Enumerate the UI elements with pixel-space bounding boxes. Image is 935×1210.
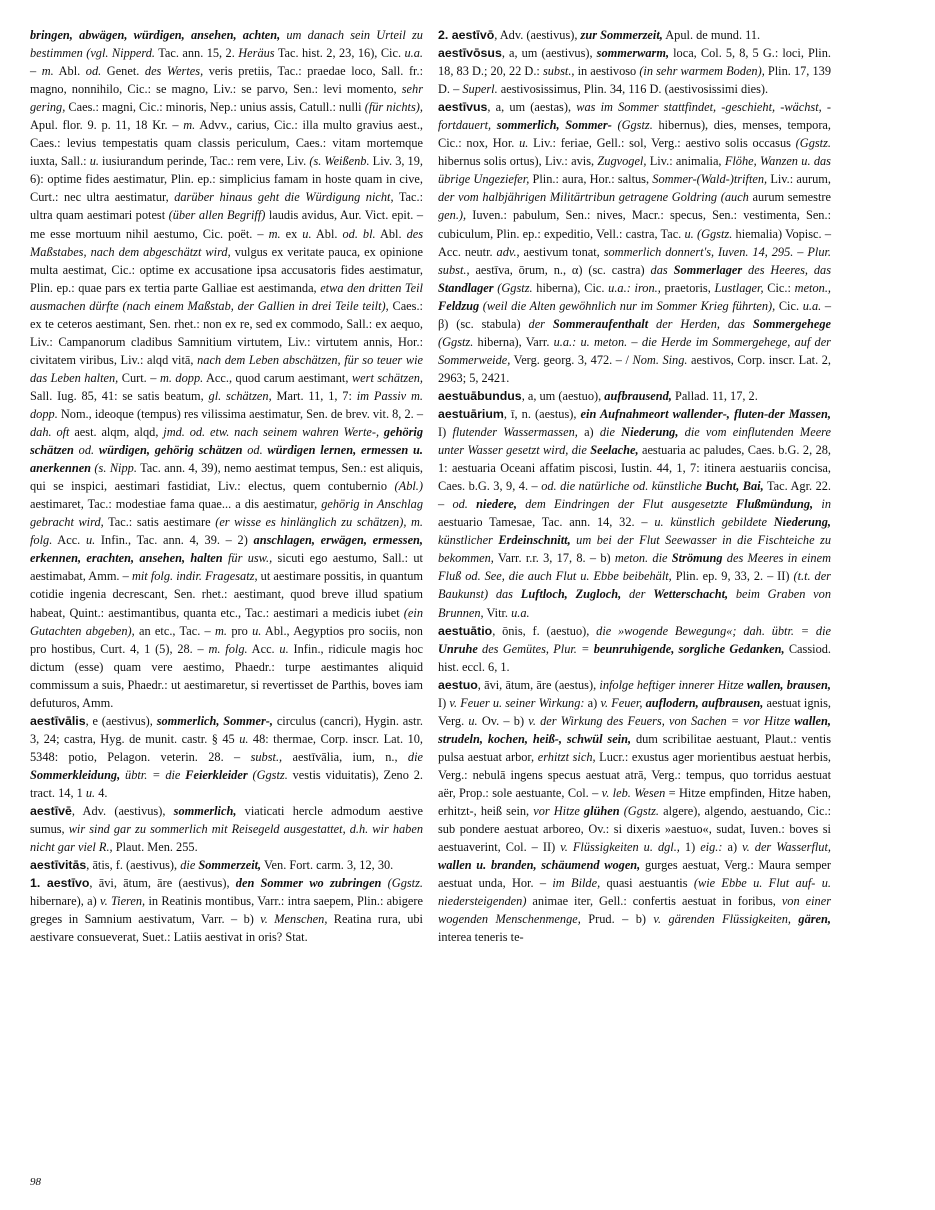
dictionary-entry-aestivitas: aestīvitās, ātis, f. (aestivus), die Sommerzeit, Ven. Fort. carm. 3, 12, 30. <box>30 858 394 873</box>
dictionary-entry-aestimo-continued: bringen, abwägen, würdigen, ansehen, achten, um danach sein Urteil zu bestimmen (vgl. Nipperd. Tac. ann. 15, 2. Heräus Tac. hist. 2, 23, 16), Cic. u.a. – m. Abl. od. Genet. des Wertes, veris pretiis, Tac.: praedae loco, Sall. fr.: magno, nonnihilo, Cic.: se magno, Liv.: se parvo, Sen.: levi momento, sehr gering, Caes.: magni, Cic.: minoris, Nep.: unius assis, Catull.: nulli (für nichts), Apul. flor. 9. p. 11, 18 Kr. – m. Advv., carius, Cic.: illa multo gravius aest., Caes.: levius tempestatis quam classis periculum, Caes.: vitam mortemque iuxta, Sall.: u. iusiurandum perinde, Tac.: rem vere, Liv. (s. Weißenb. Liv. 3, 19, 6): optime fides aestimatur, Plin. ep.: simplicius famam in hoste quam in cive, Curt.: nec ultra aestimatur, darüber hinaus geht die Würdigung nicht, Tac.: ultra quam aestimari potest (über allen Begriff) laudis avidus, Aur. Vict. epit. – me esse mortuum nihil aestumo, Cic. poët. – m. ex u. Abl. od. bl. Abl. des Maßstabes, nach dem abgeschätzt wird, vulgus ex veritate pauca, ex opinione multa aestimat, Cic.: optime ex accusatione ipsa accusatoris fides aestimatur, Plin. ep.: quae pars ex tertia parte Galliae est aestimanda, etwa den dritten Teil ausmachen dürfte (nach einem Maßstab, der Gallien in drei Teile teilt), Caes.: ex te ceteros aestimant, Sen. rhet.: non ex re, sed ex commodo, Sall.: ex aequo, Liv.: Campanorum cladibus Samnitium virtutem, Liv.: virtutem annis, Hor.: civitatem viribus, Liv.: alqd vitā, nach dem Leben abschätzen, für so teuer wie das Leben halten, Curt. – m. dopp. Acc., quod carum aestimant, wert schätzen, Sall. Iug. 85, 41: se satis beatum, gl. schätzen, Mart. 11, 1, 7: im Passiv m. dopp. Nom., ideoque (tempus) res vilissima aestimatur, Sen. de brev. vit. 8, 2. – dah. oft aest. alqm, alqd, jmd. od. etw. nach seinem wahren Werte-, gehörig schätzen od. würdigen, gehörig schätzen od. würdigen lernen, ermessen u. anerkennen (s. Nipp. Tac. ann. 4, 39), nemo aestimat tempus, Sen.: est aliquis, qui se inspici, aestimari fastidiat, Liv.: electus, quem contubernio (Abl.) aestimaret, Tac.: modestiae fama quae... a dis aestimatur, gehörig in Anschlag gebracht wird, Tac.: satis aestimare (er wisse es hinlänglich zu schätzen), m. folg. Acc. u. Infin., Tac. ann. 4, 39. – 2) anschlagen, erwägen, ermessen, erkennen, erachten, ansehen, halten für usw., sicuti ego aestumo, Sall.: ut aestimabat, Amm. – mit folg. indir. Fragesatz, ut aestimare possitis, in quantum cotidie ingenia decrescant, Sen. rhet.: aestimant, quod breve illud spatium habeat, Quint.: aestimantibus, quanta etc., Tac.: aestimari a medicis iubet (ein Gutachten abgeben), an etc., Tac. – m. pro u. Abl., Aegyptios pro sociis, non pro hostibus, Curt. 4, 1 (5), 28. – m. folg. Acc. u. Infin., ridicule magis hoc dictum (esse) quam vere aestimo, Phaedr.: turpe aestimantes aliquid commissum a suis, Phaedr.: ut aestimaretur, si revertisset de Parthis, boves iam defuturos, Amm. <box>30 28 424 710</box>
dictionary-entry-aestuo: aestuo, āvi, ātum, āre (aestus), infolge heftiger innerer Hitze wallen, brausen, I) v. Feuer u. seiner Wirkung: a) v. Feuer, auflodern, aufbrausen, aestuat ignis, Verg. u. Ov. – b) v. der Wirkung des Feuers, von Sachen = vor Hitze wallen, strudeln, kochen, heiß-, schwül sein, dum scribilitae aestuant, Plaut.: ventis pulsa aestuat arbor, erhitzt sich, Lucr.: exustus ager morientibus aestuat herbis, Verg.: nebulā ingens specus aestuat atrā, Verg.: tempus, quo torridus aestuat aër, Prop.: sole aestuante, Col. – v. leb. Wesen = Hitze empfinden, Hitze haben, erhitzt-, heiß sein, vor Hitze glühen (Ggstz. algere), algendo, aestuando, Cic.: sub pondere aestuat arboreo, Ov.: si dixeris »aestuo«, sudat, Iuven.: boves si aestuaverint, Col. – II) v. Flüssigkeiten u. dgl., 1) eig.: a) v. der Wasserflut, wallen u. branden, schäumend wogen, gurges aestuat, Verg.: Maura semper aestuat unda, Hor. – im Bilde, quasi aestuantis (wie Ebbe u. Flut auf- u. niedersteigenden) animae iter, Gell.: confertis aestuat in foribus, von einer wogenden Menschenmenge, Prud. – b) v. gärenden Flüssigkeiten, gären, interea teneris te- <box>438 677 831 945</box>
dictionary-entry-aestivo-2: 2. aestīvō, Adv. (aestivus), zur Sommerzeit, Apul. de mund. 11. <box>438 28 761 42</box>
dictionary-entry-aestive: aestīvē, Adv. (aestivus), sommerlich, viaticati hercle admodum aestive sumus, wir sind gar zu sommerlich mit Reisegeld ausgestattet, d.h. wir haben nicht gar viel R., Plaut. Men. 255. <box>30 804 423 855</box>
right-column <box>438 26 831 946</box>
dictionary-entry-aestivalis: aestīvālis, e (aestivus), sommerlich, Sommer-, circulus (cancri), Hygin. astr. 3, 24; castra, Hyg. de munit. castr. § 45 u. 48: thermae, Corp. inscr. Lat. 10, 5348: potio, Pelagon. veterin. 28. – subst., aestīvālia, ium, n., die Sommerkleidung, übtr. = die Feierkleider (Ggstz. vestis viduitatis), Zeno 2. tract. 14, 1 u. 4. <box>30 713 424 800</box>
dictionary-entry-aestuabundus: aestuābundus, a, um (aestuo), aufbrausend, Pallad. 11, 17, 2. <box>438 388 758 403</box>
dictionary-entry-aestivo-1: 1. aestīvo, āvi, ātum, āre (aestivus), den Sommer wo zubringen (Ggstz. hibernare), a) v. Tieren, in Reatinis montibus, Varr.: intra saepem, Plin.: abigere greges in Samnium aestivatum, Varr. – b) v. Menschen, Reatina rura, ubi aestivare consueverat, Suet.: Latiis aestivat in oris? Stat. <box>30 876 424 945</box>
page-number: 98 <box>30 1176 41 1188</box>
dictionary-entry-aestuarium: aestuārium, ī, n. (aestus), ein Aufnahmeort wallender-, fluten-der Massen, I) flutender Wassermassen, a) die Niederung, die vom einflutenden Meere unter Wasser gesetzt wird, die Seelache, aestuaria ac paludes, Caes. b.G. 2, 28, 1: aestuaria Oceani affatim piscosi, Iustin. 44, 1, 7: itinera aestuariis concisa, Caes. b.G. 3, 9, 4. – od. die natürliche od. künstliche Bucht, Bai, Tac. Agr. 22. – od. niedere, dem Eindringen der Flut ausgesetzte Flußmündung, in aestuario Tamesae, Tac. ann. 14, 32. – u. künstlich gebildete Niederung, künstlicher Erdeinschnitt, um bei der Flut Seewasser in die Fischteiche zu bekommen, Varr. r.r. 3, 17, 8. – b) meton. die Strömung des Meeres in einem Fluß od. See, die auch Flut u. Ebbe beibehält, Plin. ep. 9, 33, 2. – II) (t.t. der Baukunst) das Luftloch, Zugloch, der Wetterschacht, beim Graben von Brunnen, Vitr. u.a. <box>438 406 832 620</box>
dictionary-entry-aestuatio: aestuātio, ōnis, f. (aestuo), die »wogende Bewegung«; dah. übtr. = die Unruhe des Gemütes, Plur. = beunruhigende, sorgliche Gedanken, Cassiod. hist. eccl. 6, 1. <box>438 623 832 674</box>
dictionary-entry-aestivus: aestīvus, a, um (aestas), was im Sommer stattfindet, -geschieht, -wächst, -fortdauert, sommerlich, Sommer- (Ggstz. hibernus), dies, menses, tempora, Cic.: nox, Hor. u. Liv.: feriae, Gell.: sol, Verg.: aestivo solis occasus (Ggstz. hibernus solis ortus), Liv.: avis, Zugvogel, Liv.: animalia, Flöhe, Wanzen u. das übrige Ungeziefer, Plin.: aura, Hor.: saltus, Sommer-(Wald-)triften, Liv.: aurum, der vom halbjährigen Militärtribun getragene Goldring (auch aurum semestre gen.), Iuven.: pabulum, Sen.: nives, Macr.: specus, Sen.: vestimenta, Sen.: cubiculum, Plin. ep.: expeditio, Vell.: castra, Tac. u. (Ggstz. hiemalia) Vopisc. – Acc. neutr. adv., aestivum tonat, sommerlich donnert's, Iuven. 14, 295. – Plur. subst., aestīva, ōrum, n., α) (sc. castra) das Sommerlager des Heeres, das Standlager (Ggstz. hiberna), Cic. u.a.: iron., praetoris, Lustlager, Cic.: meton., Feldzug (weil die Alten gewöhnlich nur im Sommer Krieg führten), Cic. u.a. – β) (sc. stabula) der Sommeraufenthalt der Herden, das Sommergehege (Ggstz. hiberna), Varr. u.a.: u. meton. – die Herde im Sommergehege, auf der Sommerweide, Verg. georg. 3, 472. – / Nom. Sing. aestivos, Corp. inscr. Lat. 2, 2963; 5, 2421. <box>438 100 832 385</box>
dictionary-entry-aestivosus: aestīvōsus, a, um (aestivus), sommerwarm, loca, Col. 5, 8, 5 G.: loci, Plin. 18, 83 D.; 20, 22 D.: subst., in aestivoso (in sehr warmem Boden), Plin. 17, 139 D. – Superl. aestivosissimus, Plin. 34, 116 D. (aestivosissimi dies). <box>438 46 831 97</box>
left-column <box>30 26 423 946</box>
